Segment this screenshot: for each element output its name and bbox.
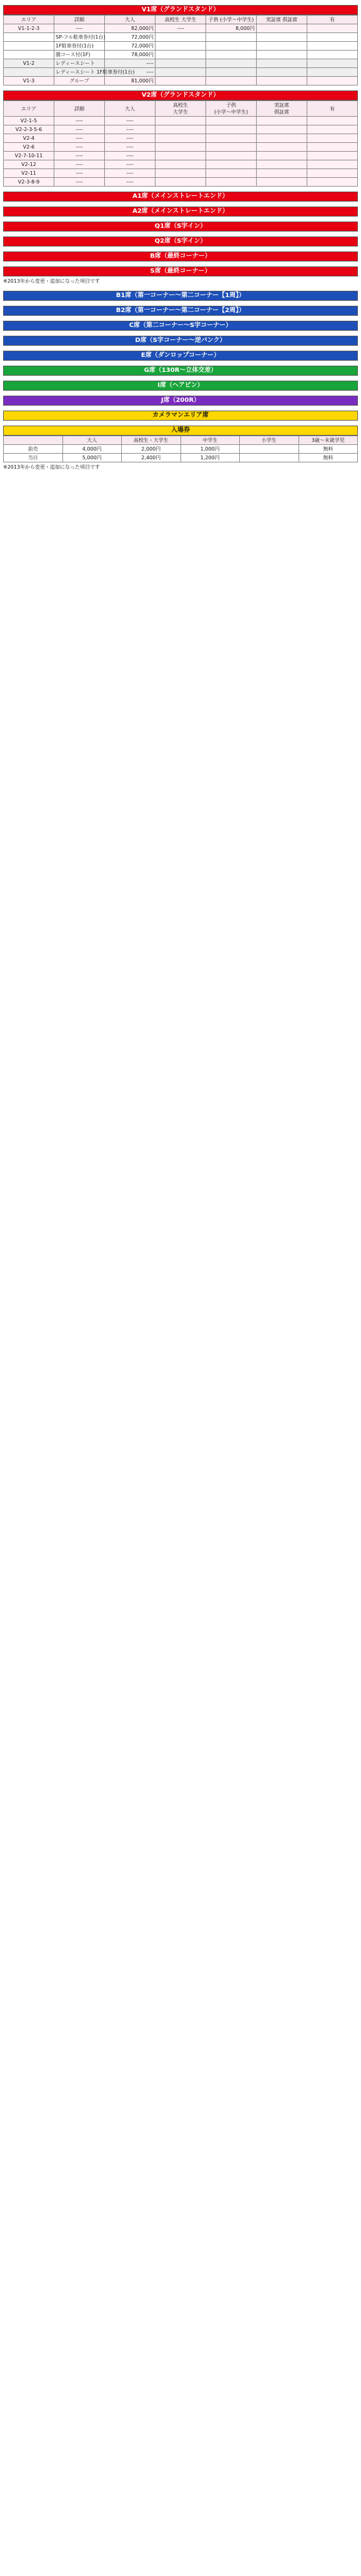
v1-row-child: 8,000円 — [206, 24, 257, 33]
v1-row-adult-2: 72,000円 — [105, 33, 156, 42]
v1-row-adult-4: 78,000円 — [105, 51, 156, 59]
v2-title: V2席（グランドスタンド） — [3, 90, 358, 100]
v1-row-detail-3: 1F駐車券付(1台) — [54, 42, 105, 51]
i-title: I席（ヘアピン） — [3, 381, 358, 391]
b2-title: B2席（第一コーナー～第二コーナー【2周】） — [3, 306, 358, 316]
pass-title: 入場券 — [3, 426, 358, 436]
v1-3-price: 81,000円 — [105, 77, 156, 85]
v1-row-vip — [257, 24, 307, 33]
v1-table — [3, 15, 358, 85]
ticket-price-sheet — [3, 5, 358, 472]
v1-row-area-2 — [4, 33, 54, 42]
v2-area-6: V2-12 — [4, 160, 54, 169]
v1-col-detail: 詳細 — [54, 16, 105, 24]
v1-3-area: V1-3 — [4, 77, 54, 85]
v1-col-adult: 大人 — [105, 16, 156, 24]
v2-area-5: V2-7-10-11 — [4, 152, 54, 160]
s-title: S席（最終コーナー） — [3, 266, 358, 276]
a1-title: A1席（メインストレートエンド） — [3, 192, 358, 202]
b1-title: B1席（第一コーナー～第二コーナー【1周】） — [3, 291, 358, 301]
v2-table: エリア 詳細 大人 高校生 大学生 子供 (小学～中学生) 実証席 倶証席 有 V2-1-5 ---- ---- V2-2-3-5-6 ---- ---- V2-4 ---- ---- V2-6 ---- ---- V2-7-10-11 ---- ---- V2-12 ---- ---- V2-11 ---- ---- V2-3-8-9 ---- ---- — [3, 100, 358, 187]
v1-2-detail-2: レディースシート 1F駐車券付(1台) — [54, 68, 105, 77]
b-title: B席（最終コーナー） — [3, 251, 358, 261]
v2-section — [3, 90, 358, 187]
v2-area-8: V2-3-8-9 — [4, 178, 54, 187]
v2-area-7: V2-11 — [4, 169, 54, 178]
note-2013: ※2013年から変更・追加になった項目です — [3, 278, 101, 284]
v1-col-area: エリア — [4, 16, 54, 24]
e-title: E席（ダンロップコーナー） — [3, 351, 358, 361]
g-title: G席（130R～立体交差） — [3, 366, 358, 376]
v1-row-area: V1-1-2-3 — [4, 24, 54, 33]
q2-title: Q2席（S字イン） — [3, 237, 358, 246]
c-title: C席（第二コーナー～S字コーナー） — [3, 321, 358, 331]
v2-area-3: V2-4 — [4, 134, 54, 143]
v1-2-area: V1-2 — [4, 59, 54, 68]
v1-title: V1席（グランドスタンド） — [3, 5, 358, 15]
v1-3-detail: グループ — [54, 77, 105, 85]
pass-table: 大人 高校生・大学生 中学生 小学生 3歳～未就学児 前売 4,000円 2,000円 1,000円 無料 当日 5,000円 2,400円 1,200円 無料 — [3, 436, 358, 462]
note-2013-2: ※2013年から変更・追加になった項目です — [3, 464, 101, 470]
v1-col-vip: 実証席 倶証席 — [257, 16, 307, 24]
v1-2-detail: レディースシート — [54, 59, 105, 68]
v1-row-student: ---- — [156, 24, 206, 33]
v1-col-child: 子供 (小学～中学生) — [206, 16, 257, 24]
j-title: J席（200R） — [3, 396, 358, 406]
v1-row-flag — [307, 24, 358, 33]
v1-col-student: 高校生 大学生 — [156, 16, 206, 24]
q1-title: Q1席（S字イン） — [3, 222, 358, 232]
v2-area-2: V2-2-3-5-6 — [4, 125, 54, 134]
pass-section — [3, 426, 358, 462]
v1-section — [3, 5, 358, 85]
v1-row-detail-4: 園コース付(1F) — [54, 51, 105, 59]
v1-row-adult: 82,000円 — [105, 24, 156, 33]
v1-row-adult-3: 72,000円 — [105, 42, 156, 51]
v2-area-1: V2-1-5 — [4, 117, 54, 125]
v1-2-adult: ---- — [105, 59, 156, 68]
d-title: D席（S字コーナー～逆バンク） — [3, 336, 358, 346]
v1-row-detail-2: SP-フル駐車券付(1台) — [54, 33, 105, 42]
kameraman-title: カメラマンエリア席 — [3, 411, 358, 421]
v1-row-detail: ---- — [54, 24, 105, 33]
v2-area-4: V2-6 — [4, 143, 54, 152]
a2-title: A2席（メインストレートエンド） — [3, 207, 358, 217]
v1-col-flag: 有 — [307, 16, 358, 24]
v1-2-adult-2: ---- — [105, 68, 156, 77]
